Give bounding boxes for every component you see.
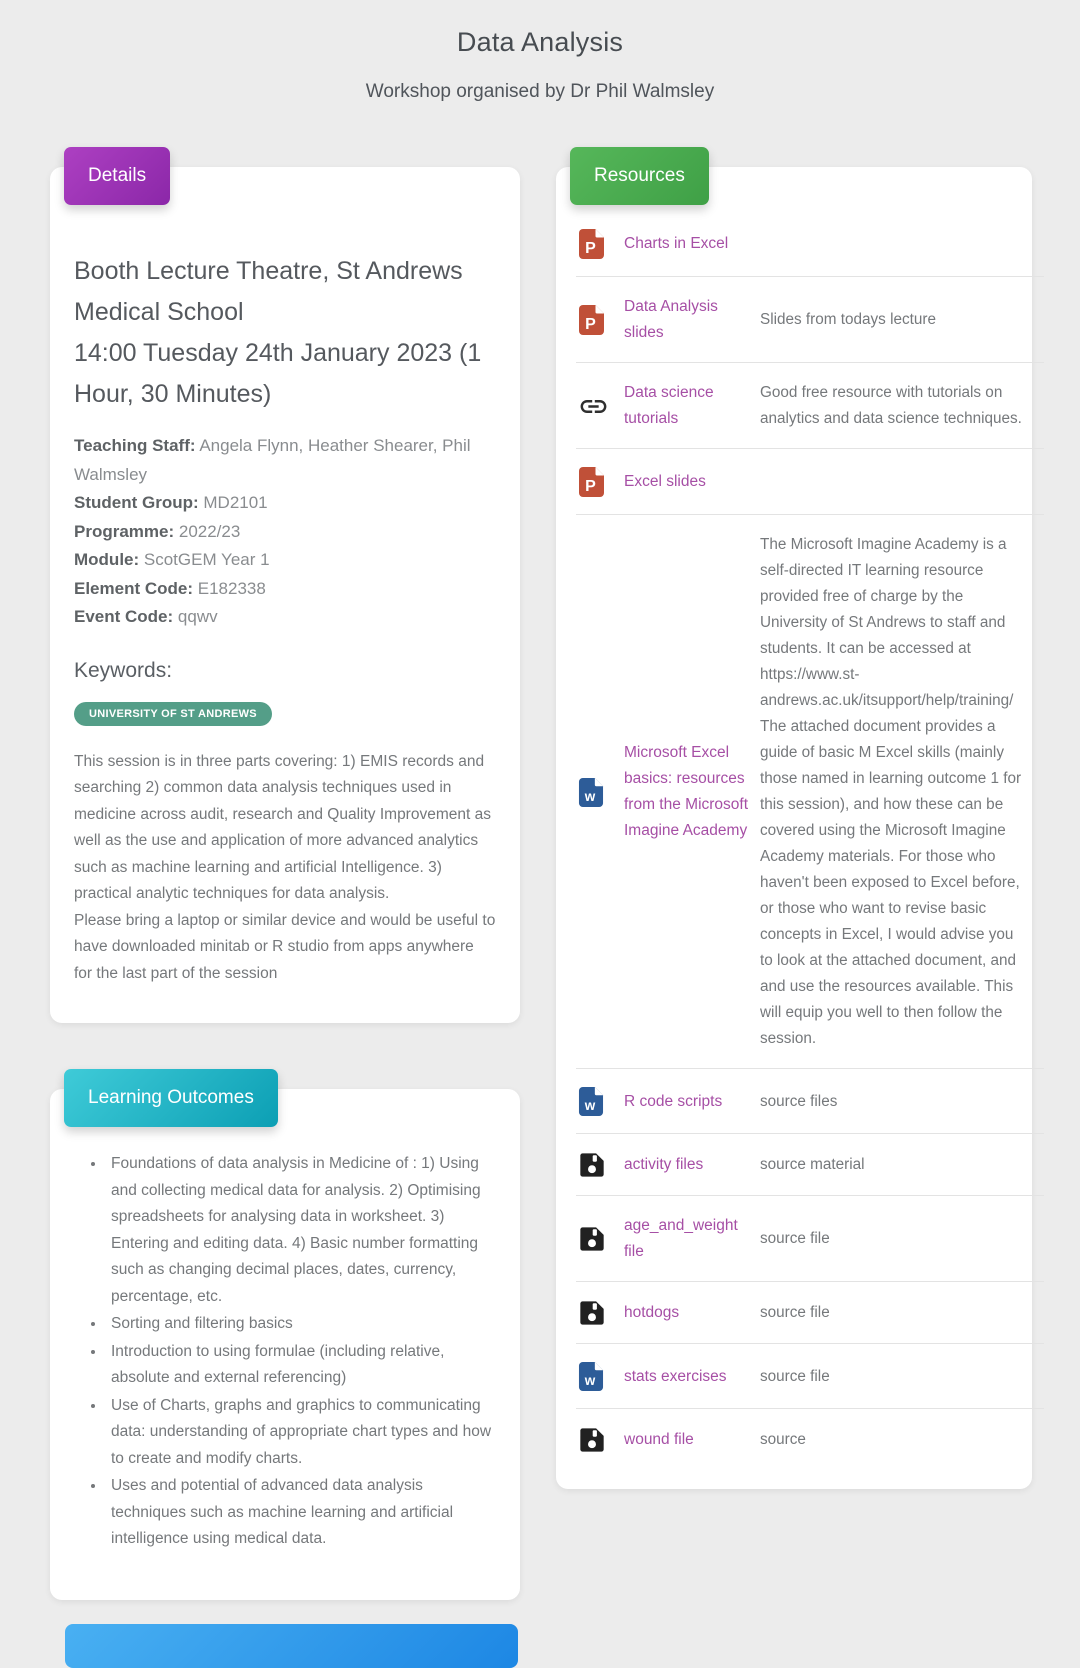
event-location: Booth Lecture Theatre, St Andrews Medical School (74, 257, 463, 326)
details-badge: Details (64, 147, 170, 205)
learning-outcomes-badge: Learning Outcomes (64, 1069, 278, 1127)
page-subtitle: Workshop organised by Dr Phil Walmsley (365, 81, 715, 102)
resource-link[interactable]: wound file (624, 1431, 694, 1448)
learning-outcome-item: • Uses and potential of advanced data analysis techniques such as machine learning and artificial intelligence using medical data. (106, 1473, 496, 1553)
svg-text:P: P (585, 478, 596, 495)
detail-meta-value: MD2101 (198, 493, 268, 512)
resource-row (556, 363, 1032, 449)
resource-link[interactable]: Data Analysis slides (624, 298, 718, 341)
detail-meta-row (74, 546, 496, 575)
learning-outcome-item: • Use of Charts, graphs and graphics to communicating data: understanding of appropriate chart types and how to create and modify charts. (106, 1393, 496, 1473)
details-meta (74, 432, 496, 632)
save-icon (578, 1299, 624, 1327)
keywords-list (74, 683, 496, 726)
learning-outcomes-list (74, 1151, 496, 1553)
event-datetime: 14:00 Tuesday 24th January 2023 (1 Hour, 30 Minutes) (74, 339, 482, 408)
learning-outcome-item: • Introduction to using formulae (including relative, absolute and external referencing) (106, 1339, 496, 1392)
resource-description: Good free resource with tutorials on analytics and data science techniques. (760, 384, 1022, 427)
page-title: Data Analysis (456, 27, 624, 57)
resource-link[interactable]: Charts in Excel (624, 235, 729, 252)
resource-description: source file (760, 1367, 830, 1385)
resource-link[interactable]: stats exercises (624, 1367, 727, 1385)
resource-description: The Microsoft Imagine Academy is a self-directed IT learning resource provided free of charge by the University of St Andrews to staff and students. It can be accessed at https://www.st-andrews.ac.uk/itsupport/help/training/ The attached document provides a guide of basic M Excel skills (mainly those named in learning outcome 1 for this session), and how these can be covered using the Microsoft Imagine Academy materials. For those who haven't been exposed to Excel before, or those who want to revise basic concepts in Excel, I would advise you to look at the attached document, and and use the resources available. This will equip you well to then follow the session. (760, 536, 1022, 1047)
resources-list (556, 211, 1032, 1471)
resource-description: Slides from todays lecture (760, 311, 936, 328)
svg-text:P: P (585, 240, 596, 257)
detail-meta-value: Angela Flynn, Heather Shearer, Phil Walmsley (74, 436, 471, 484)
svg-text:P: P (585, 316, 596, 333)
powerpoint-file-icon (578, 228, 624, 260)
detail-meta-label: Element Code: (74, 578, 194, 598)
resource-row (556, 515, 1032, 1069)
detail-meta-row (74, 603, 496, 632)
details-card (50, 167, 520, 1023)
learning-outcomes-card (50, 1089, 520, 1600)
svg-text:w: w (584, 1373, 596, 1389)
resource-row (556, 1196, 1032, 1282)
save-icon (578, 1426, 624, 1454)
resources-card (556, 167, 1032, 1489)
keywords-heading: Keywords: (74, 658, 173, 682)
resource-link[interactable]: R code scripts (624, 1092, 723, 1110)
detail-meta-value: E182338 (193, 578, 266, 598)
resource-row (556, 1409, 1032, 1471)
detail-meta-row (74, 432, 496, 489)
resource-link[interactable]: hotdogs (624, 1304, 680, 1321)
resource-description: source material (760, 1156, 865, 1173)
resource-link[interactable]: age_and_weight file (624, 1217, 738, 1260)
resource-row (556, 1282, 1032, 1344)
svg-text:w: w (584, 788, 596, 804)
resource-link[interactable]: activity files (624, 1156, 704, 1173)
word-file-icon (578, 1086, 624, 1117)
resource-description: source files (760, 1092, 838, 1110)
detail-meta-value: qqwv (173, 607, 218, 626)
event-heading (74, 251, 496, 415)
detail-meta-label: Event Code: (74, 607, 174, 626)
resource-row (556, 211, 1032, 277)
detail-meta-row (74, 489, 496, 518)
link-icon (578, 391, 624, 422)
resource-link[interactable]: Excel slides (624, 473, 706, 490)
detail-meta-value: ScotGEM Year 1 (139, 550, 270, 569)
word-file-icon (578, 777, 624, 808)
detail-meta-label: Module: (74, 550, 140, 569)
resource-description: source file (760, 1304, 830, 1321)
resource-row (556, 449, 1032, 515)
detail-meta-label: Student Group: (74, 493, 199, 512)
resource-row (556, 277, 1032, 363)
next-card-badge-cutoff (65, 1624, 518, 1668)
left-column (50, 167, 520, 1668)
resource-link[interactable]: Data science tutorials (624, 384, 714, 427)
learning-outcome-item: • Foundations of data analysis in Medicine of : 1) Using and collecting medical data for analysis. 2) Optimising spreadsheets for analysing data in worksheet. 3) Entering and editing data. 4) Basic number formatting such as changing decimal places, dates, currency, percentage, etc. (106, 1151, 496, 1310)
detail-meta-label: Teaching Staff: (74, 436, 196, 455)
detail-meta-row (74, 518, 496, 547)
description-paragraph: This session is in three parts covering: 1) EMIS records and searching 2) common data analysis techniques used in medicine across audit, research and Quality Improvement as well as the use and application of more advanced analytics such as machine learning and artificial Intelligence. 3) practical analytic techniques for data analysis. (74, 752, 491, 902)
save-icon (578, 1225, 624, 1253)
resource-description: source (760, 1431, 806, 1448)
powerpoint-file-icon (578, 304, 624, 336)
resources-badge: Resources (570, 147, 709, 205)
content-columns (0, 167, 1080, 1668)
session-description (74, 749, 496, 988)
detail-meta-row (74, 575, 496, 604)
powerpoint-file-icon (578, 466, 624, 498)
resource-description: source file (760, 1230, 830, 1247)
resource-row (556, 1069, 1032, 1134)
word-file-icon (578, 1361, 624, 1392)
learning-outcome-item: • Sorting and filtering basics (106, 1311, 496, 1338)
description-paragraph: Please bring a laptop or similar device and would be useful to have downloaded minitab or R studio from apps anywhere for the last part of the session (74, 911, 496, 982)
detail-meta-value: 2022/23 (174, 521, 241, 541)
svg-text:w: w (584, 1098, 596, 1114)
resource-row (556, 1344, 1032, 1409)
resource-row (556, 1134, 1032, 1196)
keyword-pill: UNIVERSITY OF ST ANDREWS (74, 702, 272, 726)
detail-meta-label: Programme: (74, 521, 175, 541)
resource-link[interactable]: Microsoft Excel basics: resources from the Microsoft Imagine Academy (624, 744, 749, 839)
right-column (556, 167, 1032, 1489)
save-icon (578, 1151, 624, 1179)
